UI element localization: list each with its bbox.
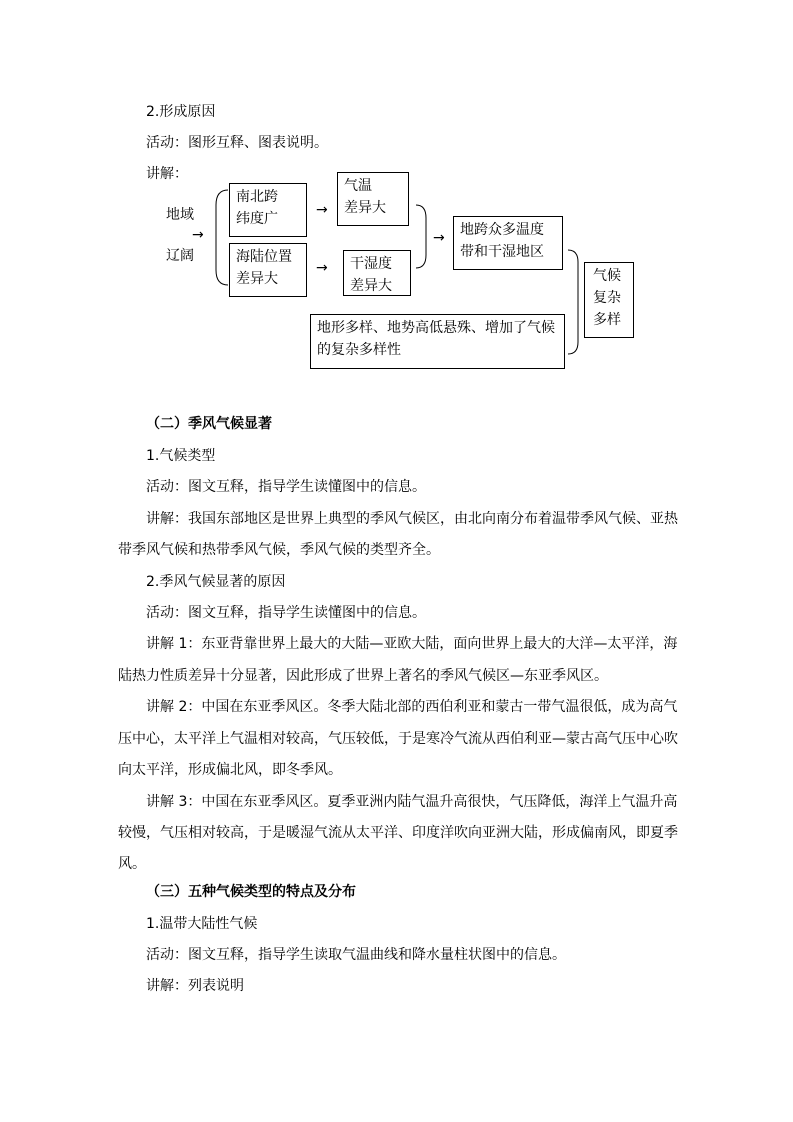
box-text: 纬度广 (236, 211, 278, 227)
section-heading: 2.形成原因 (146, 104, 216, 120)
box-text: 差异大 (344, 200, 386, 216)
explain-text: 陆热力性质差异十分显著，因此形成了世界上著名的季风气候区—东亚季风区。 (118, 668, 608, 684)
section-title: （二）季风气候显著 (146, 416, 272, 432)
explain-text: 讲解：列表说明 (146, 978, 244, 994)
box-text: 地形多样、地势高低悬殊、增加了气候 (317, 320, 555, 336)
arrow-icon: → (316, 202, 328, 218)
explain-text: 带季风气候和热带季风气候，季风气候的类型齐全。 (118, 542, 440, 558)
box-sea-land-position (229, 243, 307, 297)
explain-text: 风。 (118, 856, 146, 872)
subsection-heading: 2.季风气候显著的原因 (146, 574, 286, 590)
explain-text: 压中心，太平洋上气温相对较高，气压较低，于是寒冷气流从西伯利亚—蒙古高气压中心吹 (118, 731, 678, 747)
explain-label: 讲解： (146, 166, 188, 182)
box-climate-result (584, 262, 634, 338)
section-title: （三）五种气候类型的特点及分布 (146, 884, 356, 900)
diagram-left-bottom-text: 辽阔 (166, 248, 194, 264)
box-text: 带和干湿地区 (460, 244, 544, 260)
explain-text: 较慢，气压相对较高，于是暖湿气流从太平洋、印度洋吹向亚洲大陆，形成偏南风，即夏季 (118, 825, 678, 841)
box-text: 气候 (593, 268, 621, 284)
explain-text: 讲解 3：中国在东亚季风区。夏季亚洲内陆气温升高很快，气压降低，海洋上气温升高 (146, 794, 678, 810)
box-humidity-diff (343, 250, 411, 296)
box-text: 多样 (593, 312, 621, 328)
explain-text: 讲解 1：东亚背靠世界上最大的大陆—亚欧大陆，面向世界上最大的大洋—太平洋，海 (146, 636, 678, 652)
box-text: 差异大 (236, 271, 278, 287)
box-terrain-complexity (310, 314, 565, 369)
box-text: 海陆位置 (236, 249, 292, 265)
activity-text: 活动：图文互释，指导学生读取气温曲线和降水量柱状图中的信息。 (146, 947, 566, 963)
activity-text: 活动：图文互释，指导学生读懂图中的信息。 (146, 479, 426, 495)
arrow-icon: → (433, 230, 445, 246)
right-bracket (568, 250, 578, 354)
subsection-heading: 1.温带大陆性气候 (146, 916, 258, 932)
middle-bracket (416, 205, 426, 268)
activity-text: 活动：图形互释、图表说明。 (146, 135, 328, 151)
arrow-icon: → (316, 260, 328, 276)
box-text: 的复杂多样性 (317, 342, 401, 358)
explain-text: 向太平洋，形成偏北风，即冬季风。 (118, 762, 342, 778)
box-text: 差异大 (350, 278, 392, 294)
activity-text: 活动：图文互释，指导学生读懂图中的信息。 (146, 605, 426, 621)
explain-text: 讲解：我国东部地区是世界上典型的季风气候区，由北向南分布着温带季风气候、亚热 (146, 511, 678, 527)
subsection-heading: 1.气候类型 (146, 448, 216, 464)
diagram-left-top-text: 地域 (166, 207, 194, 223)
box-text: 地跨众多温度 (460, 222, 544, 238)
box-multiple-zones (453, 216, 563, 270)
box-text: 气温 (344, 178, 372, 194)
left-bracket (216, 190, 228, 285)
box-text: 干湿度 (350, 256, 392, 272)
arrow-icon: → (192, 227, 204, 243)
box-text: 南北跨 (236, 189, 278, 205)
box-north-south-span (229, 183, 307, 237)
explain-text: 讲解 2：中国在东亚季风区。冬季大陆北部的西伯利亚和蒙古一带气温很低，成为高气 (146, 699, 678, 715)
box-temperature-diff (337, 172, 409, 226)
box-text: 复杂 (593, 290, 621, 306)
